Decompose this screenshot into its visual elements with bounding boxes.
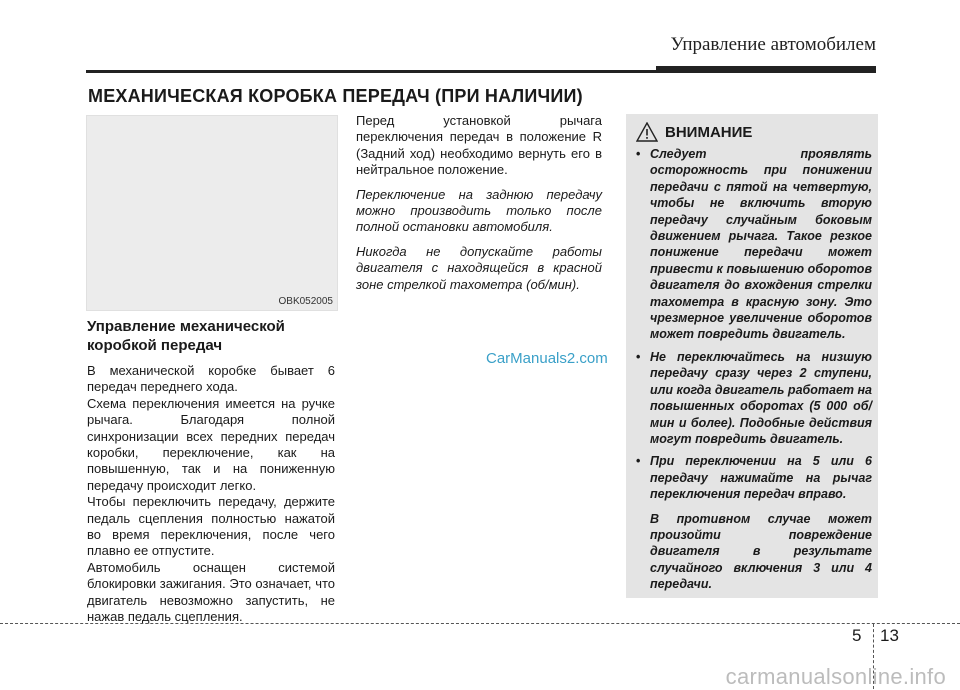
list-item [634,349,872,447]
paragraph: Автомобиль оснащен системой блокировки зажигания. Это означает, что двигатель невозможно запустить, не нажав педаль сцепления. [87,559,335,625]
caution-item-text: Следует проявлять осторожность при понижении передачи с пятой на четвертую, чтобы не включить вторую передачу случайным боковым движением рычага. Такое резкое понижение передачи может привести к повышению оборотов двигателя до вхождения стрелки тахометра в красную зону. Это чрезмерное увеличение оборотов может повредить двигатель. [650,147,872,342]
subheading: Управление механической коробкой передач [87,318,285,354]
caution-item-text: При переключении на 5 или 6 передачу нажимайте на рычаг переключения передач вправо. [650,454,872,502]
paragraph-note: Никогда не допускайте работы двигателя с находящейся в красной зоне стрелкой тахометра (об/мин). [356,243,602,292]
watermark: CarManuals2.com [486,350,608,367]
footer-divider [0,623,960,624]
caution-item-text: Не переключайтесь на низшую передачу сразу через 2 ступени, или когда двигатель работает на повышенных оборотах (5 000 об/мин и более). Подобные действия могут повредить двигатель. [650,349,873,446]
paragraph-note: Переключение на заднюю передачу можно производить только после полной остановки автомобиля. [356,186,602,235]
paragraph: В механической коробке бывает 6 передач переднего хода. [87,363,335,395]
caution-list [634,146,872,599]
page-number: 13 [880,626,899,645]
list-item [634,146,872,343]
bullet: • [636,147,641,161]
header-divider-accent [656,66,876,73]
header-title: Управление автомобилем [670,34,876,55]
paragraph: Перед установкой рычага переключения передач в положение R (Задний ход) необходимо вернуть его в нейтральное положение. [356,113,602,178]
caution-header [636,122,752,142]
left-column [87,317,335,626]
caution-title: ВНИМАНИЕ [665,123,753,141]
list-item [634,453,872,592]
bullet: • [636,349,641,364]
middle-column [356,113,602,301]
paragraph: Схема переключения имеется на ручке рычага. Благодаря полной синхронизации всех передних передач коробки, переключение, как на повышенную, так и на пониженную передачу происходит легко. [87,395,335,493]
chapter-number: 5 [852,626,862,645]
paragraph: Чтобы переключить передачу, держите педаль сцепления полностью нажатой во время переключения, после чего плавно ее отпустите. [87,494,335,559]
figure-image-placeholder [86,115,338,311]
caution-box [626,114,878,598]
section-title: МЕХАНИЧЕСКАЯ КОРОБКА ПЕРЕДАЧ (ПРИ НАЛИЧИИ) [88,86,583,106]
warning-triangle-icon [636,122,658,142]
caution-item-continuation: В противном случае может произойти повреждение двигателя в результате случайного включения 3 или 4 передачи. [650,511,872,592]
footer-site-watermark: carmanualsonline.info [725,664,946,689]
bullet: • [636,454,641,469]
figure-code: OBK052005 [278,296,333,307]
